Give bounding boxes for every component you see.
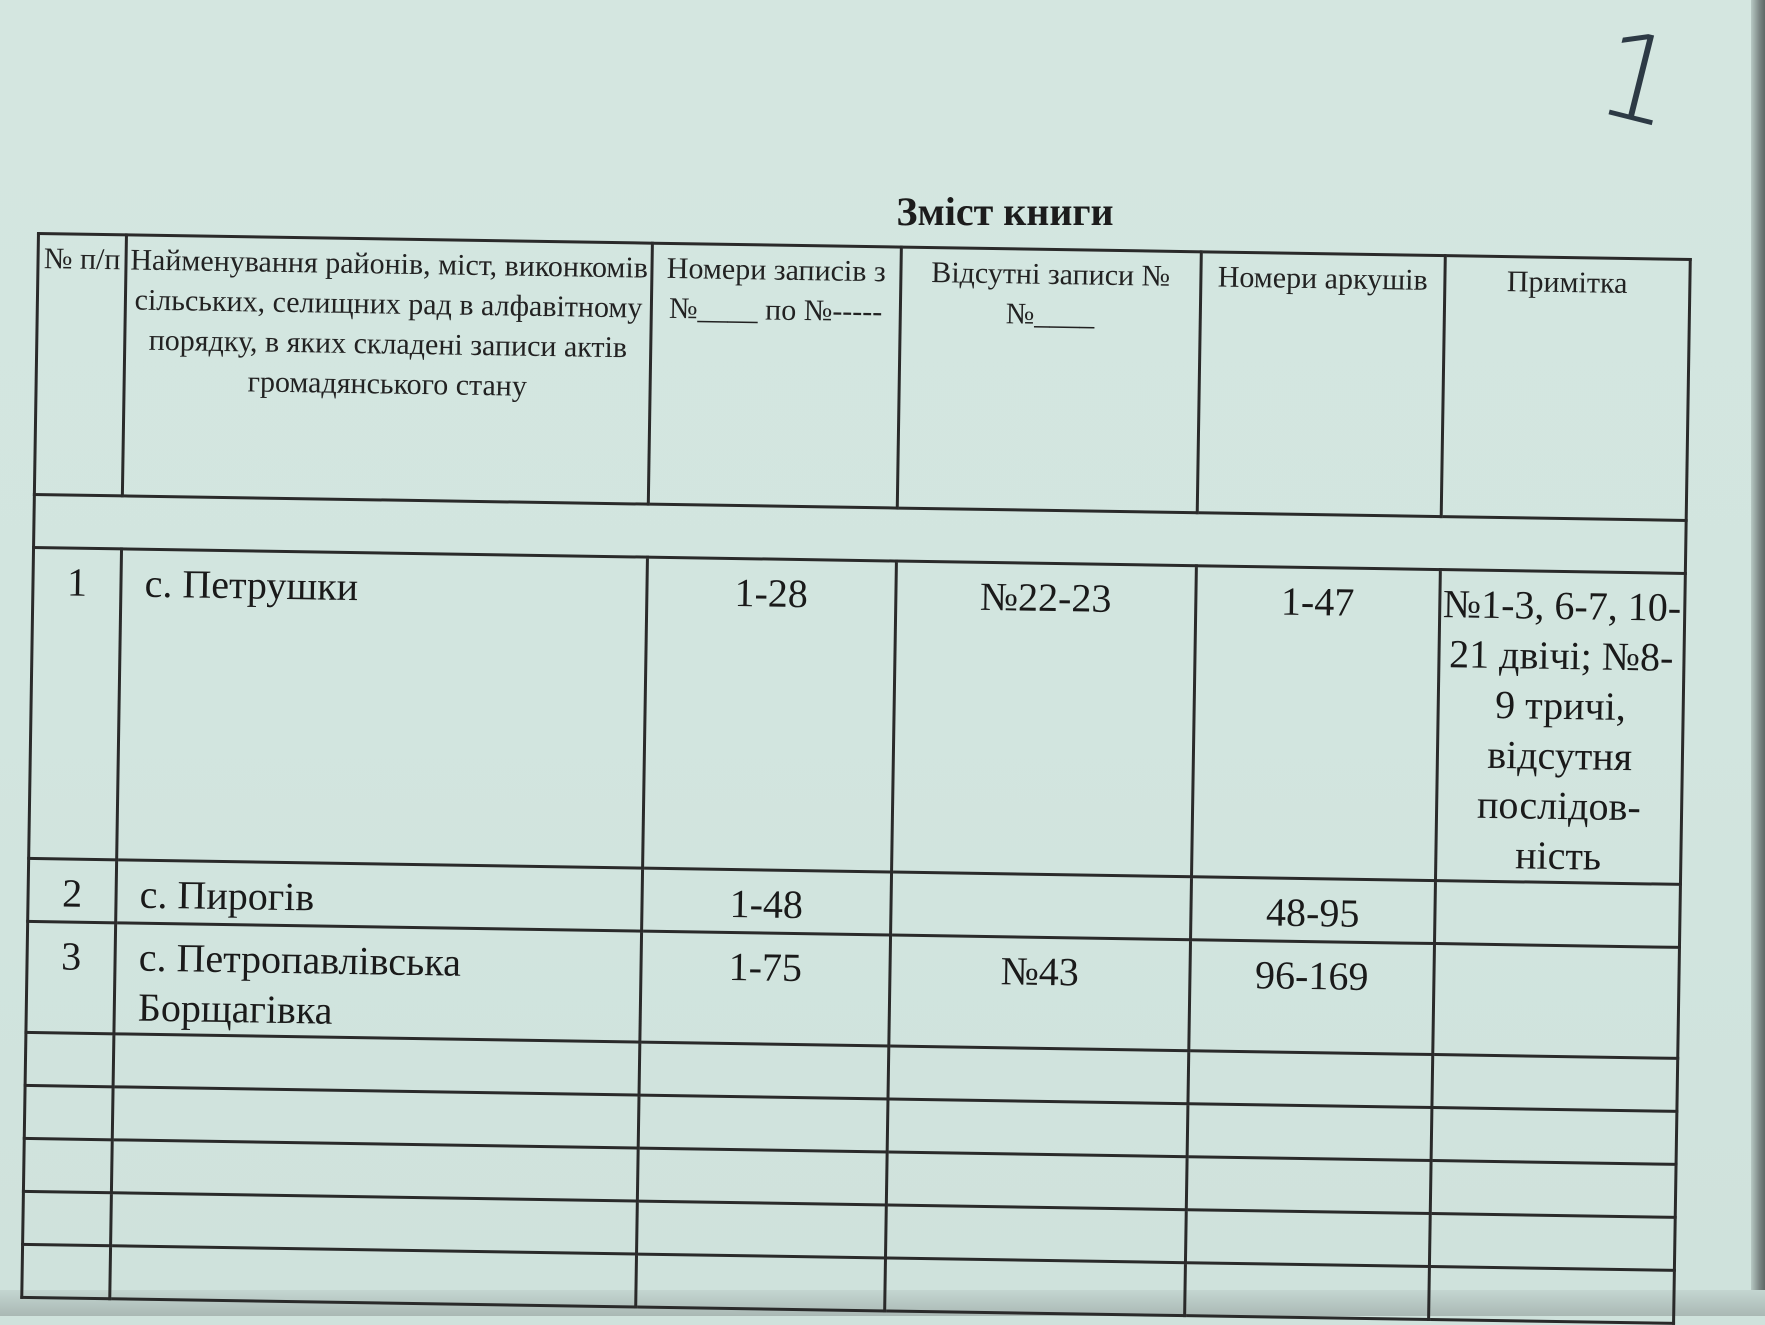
blank-cell: [1429, 1213, 1675, 1270]
row-note: [1434, 881, 1680, 948]
handwritten-page-number: 1: [1584, 3, 1689, 156]
row-number: 1: [29, 547, 122, 859]
contents-table: [20, 232, 1692, 1325]
header-record-range: Номери записів з №____ по №-----: [648, 243, 901, 508]
blank-cell: [24, 1085, 113, 1139]
blank-cell: [1187, 1104, 1431, 1161]
blank-cell: [111, 1193, 638, 1254]
blank-cell: [110, 1246, 637, 1307]
blank-cell: [23, 1138, 112, 1192]
row-number: 3: [26, 921, 116, 1033]
blank-cell: [112, 1087, 639, 1148]
row-name: с. Пирогів: [116, 860, 643, 931]
header-missing-records: Відсутні записи №№____: [897, 247, 1202, 513]
row-missing-records: [890, 872, 1191, 940]
blank-cell: [1186, 1210, 1430, 1267]
row-note: [1432, 944, 1679, 1059]
row-name: с. Петропавлівська Борщагівка: [114, 923, 642, 1042]
blank-cell: [638, 1095, 887, 1152]
row-name: с. Петрушки: [117, 549, 648, 868]
blank-cell: [1428, 1266, 1674, 1323]
blank-cell: [885, 1205, 1186, 1263]
row-sheet-numbers: 48-95: [1191, 877, 1435, 944]
blank-cell: [1431, 1108, 1677, 1165]
header-number: № п/п: [34, 234, 126, 496]
row-missing-records: №43: [888, 935, 1190, 1051]
row-record-range: 1-28: [643, 557, 896, 872]
document-title: Зміст книги: [896, 189, 1114, 234]
header-sheet-numbers: Номери аркушів: [1197, 252, 1445, 517]
contents-table-container: [21, 232, 1692, 1306]
blank-cell: [888, 1046, 1189, 1104]
blank-cell: [22, 1244, 111, 1298]
blank-cell: [112, 1140, 639, 1201]
blank-cell: [887, 1099, 1188, 1157]
blank-cell: [636, 1254, 885, 1311]
blank-cell: [1430, 1161, 1676, 1218]
blank-cell: [1431, 1055, 1677, 1112]
blank-cell: [637, 1201, 886, 1258]
header-note: Примітка: [1441, 256, 1691, 521]
row-record-range: 1-48: [642, 868, 891, 935]
blank-cell: [1186, 1157, 1430, 1214]
blank-cell: [637, 1148, 886, 1205]
blank-cell: [113, 1034, 640, 1095]
header-name: Найменування районів, міст, виконкомів сільських, селищних рад в алфавітному порядку, в яких складені записи актів громадянського стану: [123, 235, 653, 504]
header-row: [34, 234, 1690, 521]
blank-cell: [639, 1042, 888, 1099]
table-row: [29, 547, 1686, 884]
blank-cell: [25, 1032, 114, 1086]
blank-cell: [884, 1258, 1185, 1316]
blank-cell: [886, 1152, 1187, 1210]
page-edge-shadow: [1751, 0, 1765, 1316]
blank-cell: [1188, 1051, 1432, 1108]
row-number: 2: [28, 858, 117, 922]
row-sheet-numbers: 1-47: [1192, 566, 1440, 881]
blank-cell: [1185, 1263, 1429, 1320]
row-missing-records: №22-23: [891, 561, 1196, 877]
row-record-range: 1-75: [640, 931, 890, 1046]
row-note: №1-3, 6-7, 10-21 двічі; №8-9 тричі, відсутня послідов-ність: [1435, 570, 1685, 885]
blank-cell: [23, 1191, 112, 1245]
row-sheet-numbers: 96-169: [1189, 940, 1434, 1055]
